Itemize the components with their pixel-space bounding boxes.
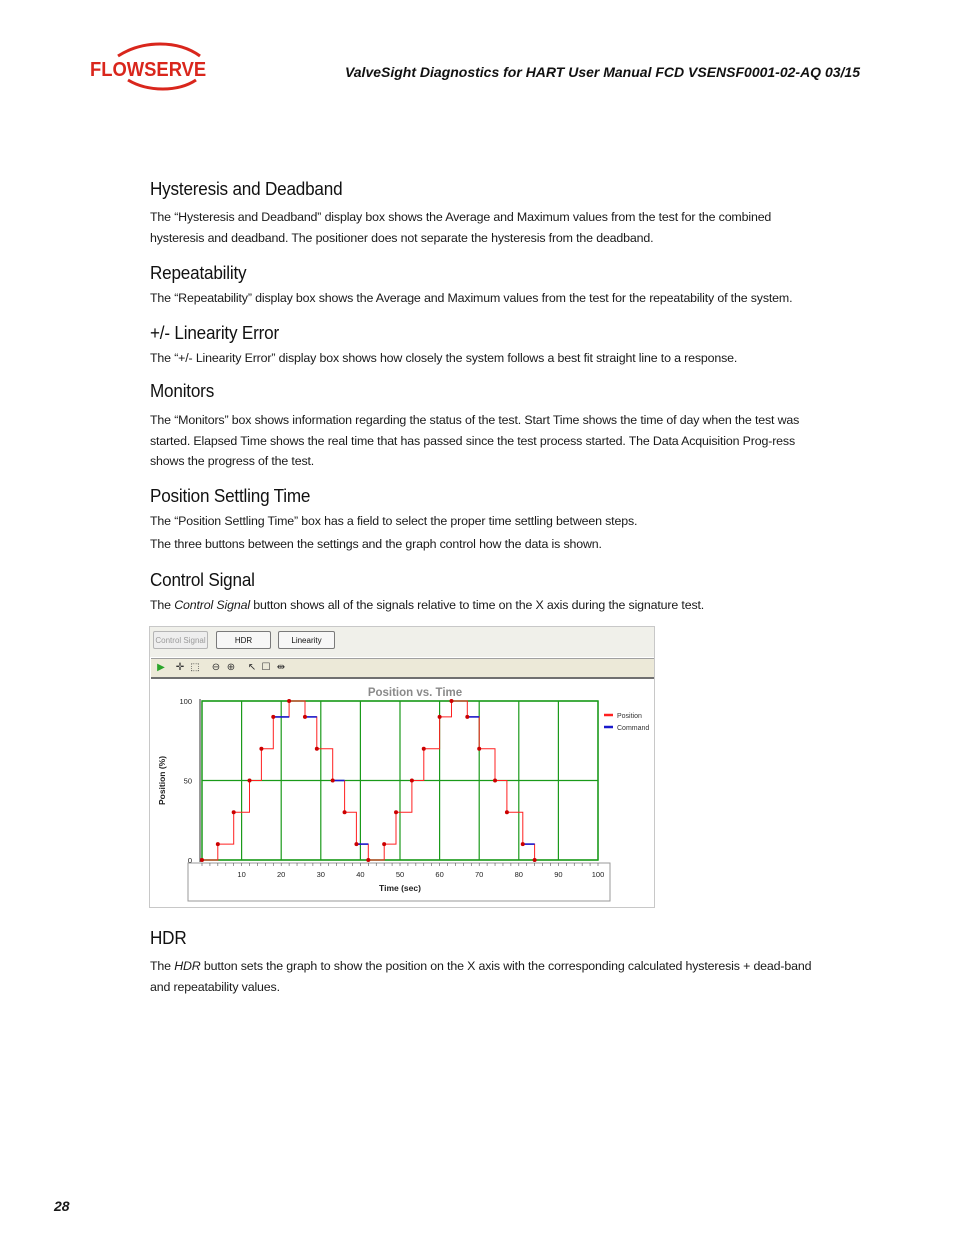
x-tick-label: 40 <box>356 870 365 879</box>
pointer-icon[interactable]: ↖ <box>247 662 257 673</box>
x-tick-label: 90 <box>554 870 563 879</box>
x-axis-label: Time (sec) <box>379 883 421 893</box>
y-tick-label: 0 <box>187 856 192 865</box>
position-vs-time-chart <box>150 679 654 907</box>
y-axis-label: Position (%) <box>157 755 167 806</box>
data-point-marker <box>533 858 537 862</box>
text-fragment: button shows all of the signals relative to time on the X axis during the signature test. <box>249 598 705 612</box>
x-tick-label: 50 <box>395 870 405 879</box>
select-box-icon[interactable]: ☐ <box>261 662 271 673</box>
zoom-out-icon[interactable]: ⊖ <box>211 662 221 673</box>
x-axis-panel <box>188 863 610 901</box>
data-point-marker <box>343 810 347 814</box>
data-point-marker <box>521 842 525 846</box>
heading-repeatability: Repeatability <box>150 263 247 283</box>
chart-toolbar <box>151 658 654 679</box>
emphasis-control-signal: Control Signal <box>174 598 250 612</box>
paragraph-hdr <box>150 956 822 997</box>
figure-button-bar <box>150 627 654 657</box>
data-point-marker <box>449 699 453 703</box>
data-point-marker <box>410 779 414 783</box>
paragraph-repeatability: The “Repeatability” display box shows the Average and Maximum values from the test for the repeatability of the system. <box>150 291 793 305</box>
paragraph-settling-1: The “Position Settling Time” box has a field to select the proper time settling between steps. <box>150 514 638 528</box>
heading-hdr: HDR <box>150 928 187 948</box>
fit-icon[interactable]: ⇹ <box>276 662 286 673</box>
linearity-button[interactable]: Linearity <box>278 631 335 649</box>
heading-control-signal: Control Signal <box>150 570 255 590</box>
data-point-marker <box>303 715 307 719</box>
data-point-marker <box>271 715 275 719</box>
y-tick-label: 100 <box>179 697 192 706</box>
paragraph-linearity-error: The “+/- Linearity Error” display box shows how closely the system follows a best fit straight line to a response. <box>150 351 738 365</box>
chart-area <box>150 679 654 907</box>
control-signal-screenshot <box>149 626 655 908</box>
data-point-marker <box>200 858 204 862</box>
x-tick-label: 20 <box>277 870 286 879</box>
data-point-marker <box>259 747 263 751</box>
x-tick-label: 70 <box>475 870 484 879</box>
data-point-marker <box>438 715 442 719</box>
page-number: 28 <box>54 1198 70 1214</box>
data-point-marker <box>465 715 469 719</box>
heading-hysteresis-deadband: Hysteresis and Deadband <box>150 179 343 199</box>
hdr-button[interactable]: HDR <box>216 631 271 649</box>
emphasis-hdr: HDR <box>174 959 201 973</box>
pan-icon[interactable]: ✛ <box>175 662 185 673</box>
x-tick-label: 30 <box>316 870 325 879</box>
x-tick-label: 60 <box>435 870 444 879</box>
text-fragment: The <box>150 598 175 612</box>
document-header-title: ValveSight Diagnostics for HART User Manual FCD VSENSF0001-02-AQ 03/15 <box>344 64 860 80</box>
paragraph-settling-2: The three buttons between the settings and the graph control how the data is shown. <box>150 537 602 551</box>
data-point-marker <box>422 747 426 751</box>
logo-wordmark: FLOWSERVE <box>90 59 207 81</box>
data-point-marker <box>248 779 252 783</box>
zoom-in-icon[interactable]: ⊕ <box>226 662 236 673</box>
legend-label-command: Command <box>617 725 650 732</box>
x-tick-label: 80 <box>514 870 523 879</box>
data-point-marker <box>232 810 236 814</box>
chart-title: Position vs. Time <box>367 687 463 699</box>
play-icon[interactable]: ▶ <box>157 662 165 673</box>
text-fragment: The <box>150 959 175 973</box>
paragraph-hysteresis-deadband: The “Hysteresis and Deadband” display box shows the Average and Maximum values from the test for the combined hysteresis and deadband. The positioner does not separate the hysteresis from the deadband. <box>150 210 772 245</box>
flowserve-logo <box>88 42 223 94</box>
data-point-marker <box>505 810 509 814</box>
data-point-marker <box>287 699 291 703</box>
text-fragment: button sets the graph to show the position on the X axis with the corresponding calculated hysteresis + dead-band and repeatability values. <box>150 959 812 994</box>
data-point-marker <box>477 747 481 751</box>
heading-monitors: Monitors <box>150 381 215 401</box>
x-tick-label: 10 <box>237 870 246 879</box>
x-tick-label: 100 <box>591 870 605 879</box>
heading-linearity-error: +/- Linearity Error <box>150 323 279 343</box>
data-point-marker <box>382 842 386 846</box>
data-point-marker <box>493 779 497 783</box>
data-point-marker <box>216 842 220 846</box>
data-point-marker <box>331 779 335 783</box>
paragraph-control-signal <box>150 595 822 616</box>
y-tick-label: 50 <box>183 776 192 786</box>
data-point-marker <box>394 810 398 814</box>
heading-position-settling-time: Position Settling Time <box>150 486 311 506</box>
data-point-marker <box>354 842 358 846</box>
paragraph-monitors: The “Monitors” box shows information regarding the status of the test. Start Time shows the time of day when the test was started. Elapsed Time shows the real time that has passed since the test process started. The Data Acquisition Prog-ress shows the progress of the test. <box>150 413 800 468</box>
data-point-marker <box>366 858 370 862</box>
data-point-marker <box>315 747 319 751</box>
legend-label-position: Position <box>617 713 642 720</box>
control-signal-button[interactable]: Control Signal <box>153 631 208 649</box>
zoom-region-icon[interactable]: ⬚ <box>190 662 200 673</box>
